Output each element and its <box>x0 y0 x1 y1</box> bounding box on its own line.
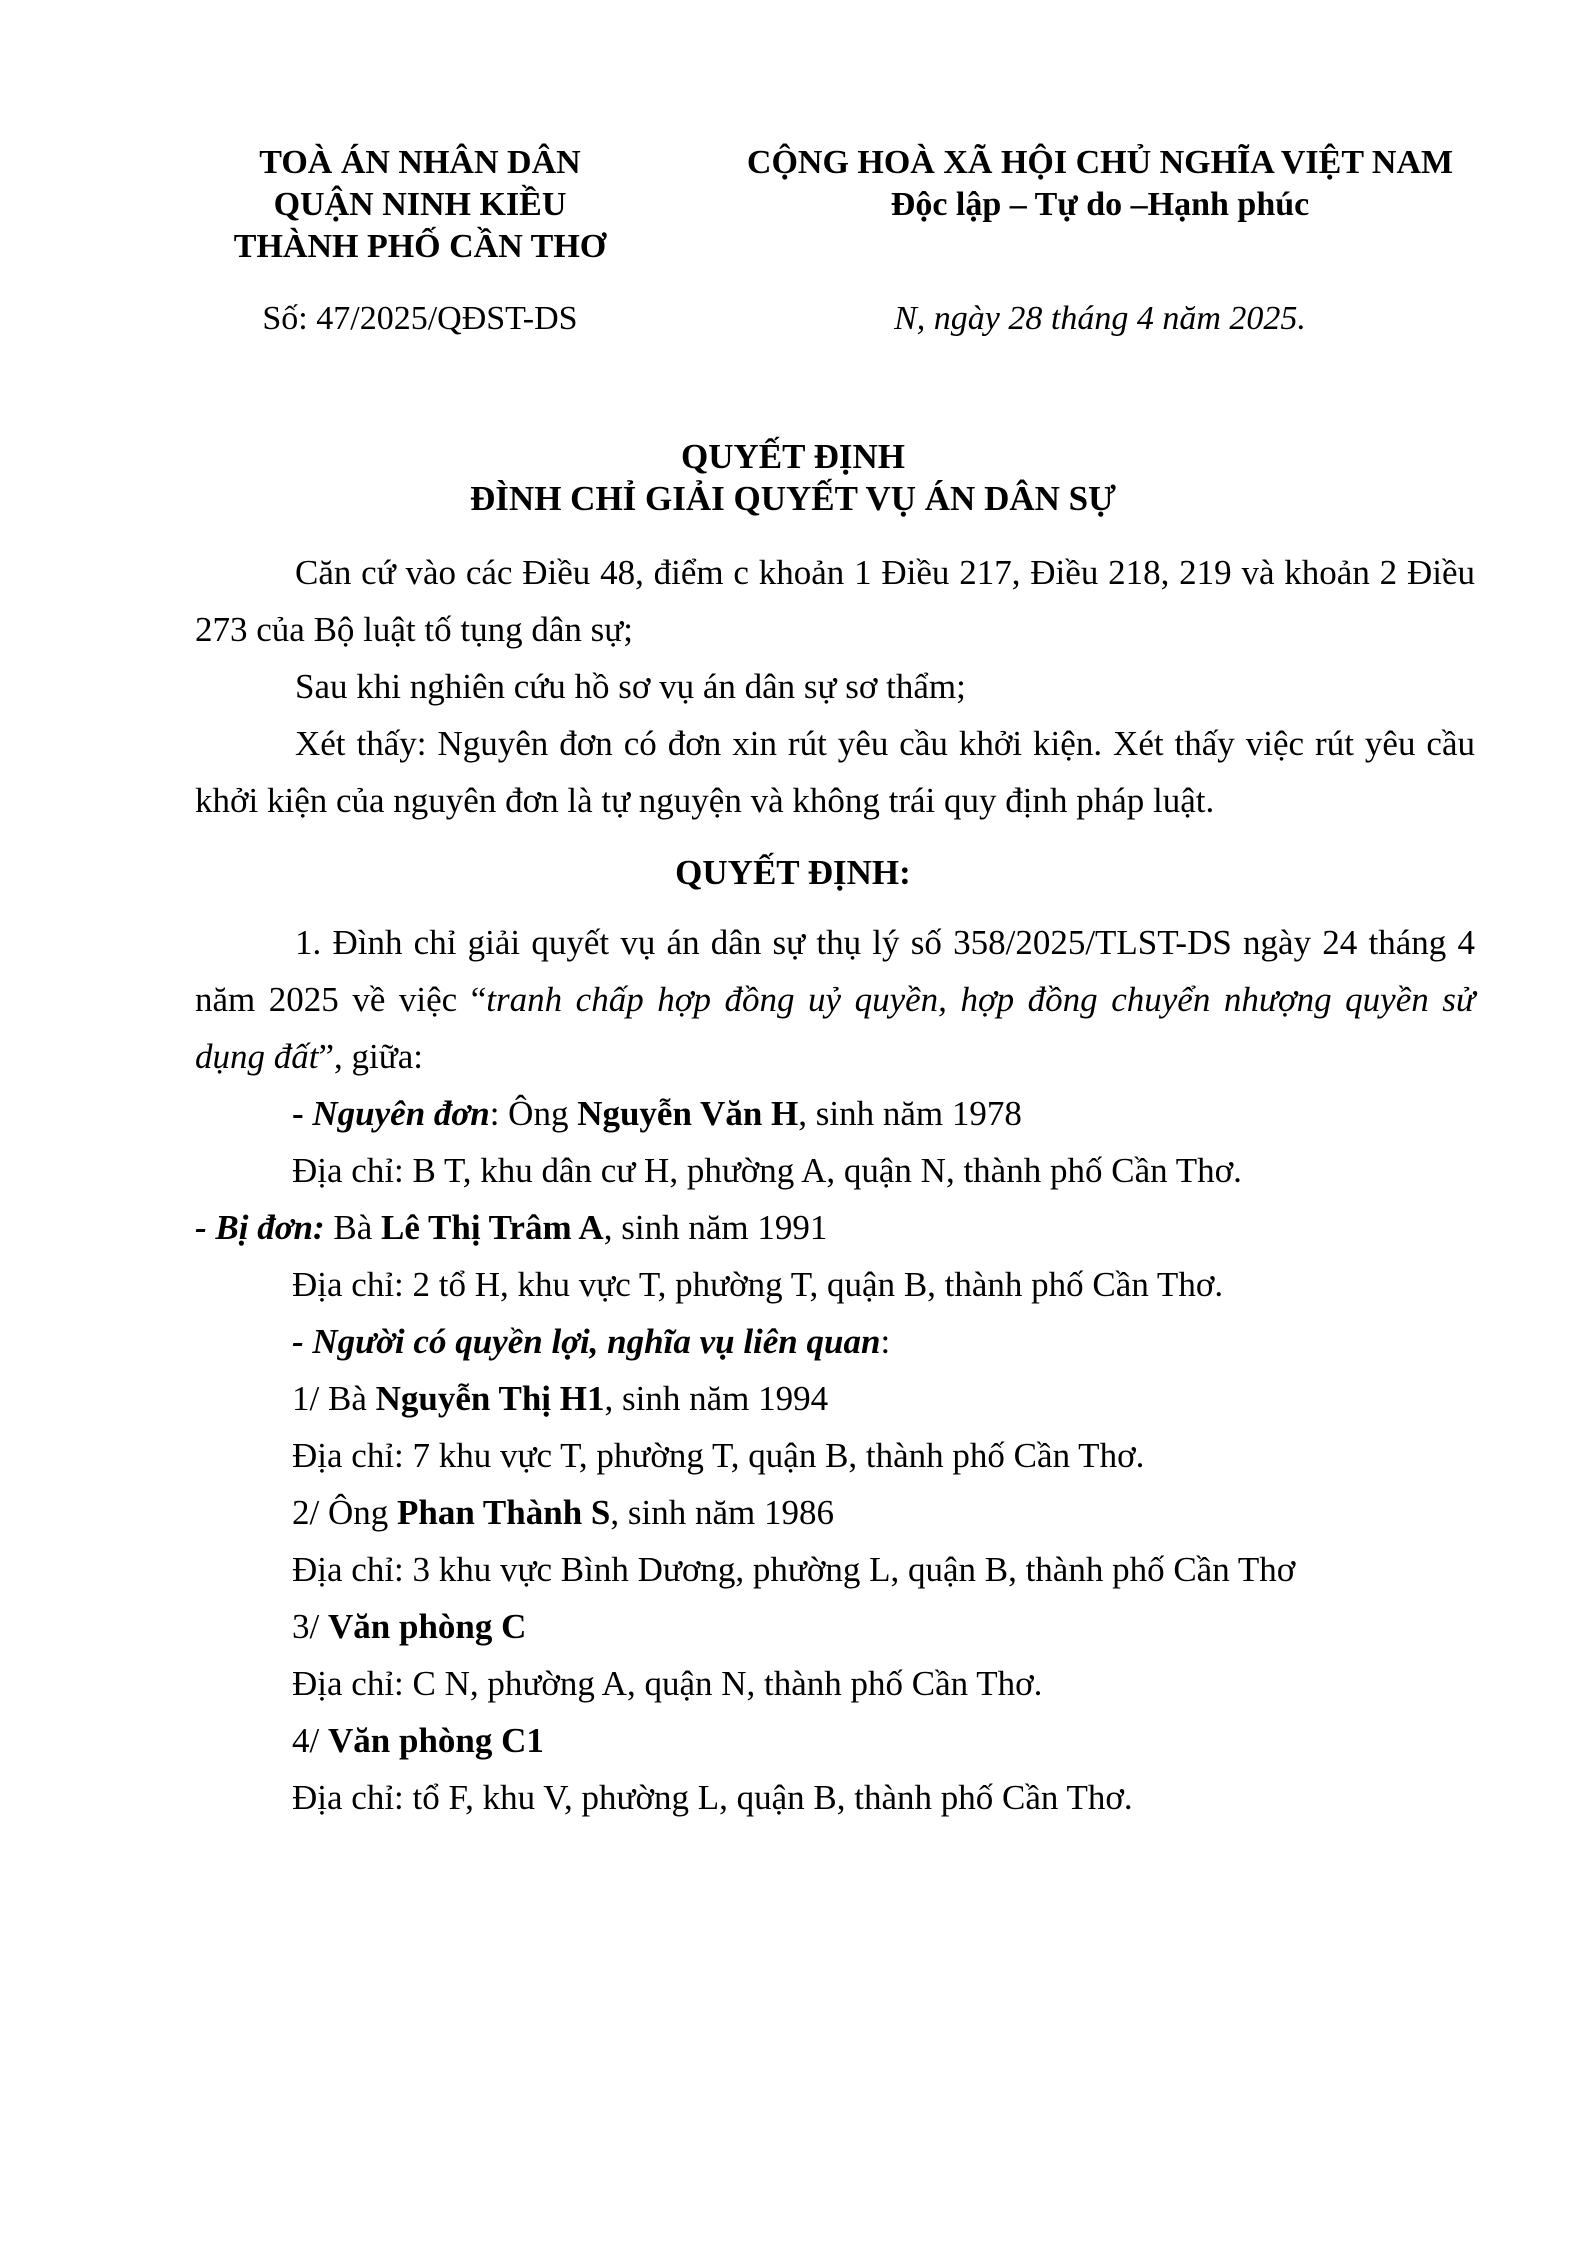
related-party-2-address: Địa chỉ: 3 khu vực Bình Dương, phường L, quận B, thành phố Cần Thơ <box>292 1550 1296 1589</box>
plaintiff-name: Nguyễn Văn H <box>577 1094 799 1133</box>
preamble-finding: Xét thấy: Nguyên đơn có đơn xin rút yêu cầu khởi kiện. Xét thấy việc rút yêu cầu khởi kiện của nguyên đơn là tự nguyện và không trái quy định pháp luật. <box>195 724 1475 820</box>
decision-number: Số: 47/2025/QĐST-DS <box>262 300 578 337</box>
nation-title: CỘNG HOÀ XÃ HỘI CHỦ NGHĨA VIỆT NAM <box>746 144 1454 181</box>
plaintiff-line: - Nguyên đơn: Ông Nguyễn Văn H, sinh năm 1978 <box>292 1094 1022 1133</box>
defendant-line: - Bị đơn: Bà Lê Thị Trâm A, sinh năm 1991 <box>195 1208 828 1247</box>
court-name-line3: THÀNH PHỐ CẦN THƠ <box>233 228 607 265</box>
document-title: QUYẾT ĐỊNH <box>681 437 905 476</box>
defendant-address: Địa chỉ: 2 tổ H, khu vực T, phường T, quận B, thành phố Cần Thơ. <box>292 1265 1224 1304</box>
related-party-4-address: Địa chỉ: tổ F, khu V, phường L, quận B, thành phố Cần Thơ. <box>292 1778 1133 1817</box>
preamble-legal-basis: Căn cứ vào các Điều 48, điểm c khoản 1 Điều 217, Điều 218, 219 và khoản 2 Điều 273 của Bộ luật tố tụng dân sự; <box>195 553 1475 649</box>
place-date: N, ngày 28 tháng 4 năm 2025. <box>894 300 1306 337</box>
plaintiff-address: Địa chỉ: B T, khu dân cư H, phường A, quận N, thành phố Cần Thơ. <box>292 1151 1242 1190</box>
related-party-1: 1/ Bà Nguyễn Thị H1, sinh năm 1994 <box>292 1379 829 1418</box>
decision-heading: QUYẾT ĐỊNH: <box>675 853 911 892</box>
defendant-name: Lê Thị Trâm A <box>381 1208 604 1247</box>
related-party-3: 3/ Văn phòng C <box>292 1607 527 1646</box>
document-subtitle: ĐÌNH CHỈ GIẢI QUYẾT VỤ ÁN DÂN SỰ <box>470 479 1116 518</box>
related-party-4: 4/ Văn phòng C1 <box>292 1721 544 1760</box>
related-party-3-address: Địa chỉ: C N, phường A, quận N, thành phố Cần Thơ. <box>292 1664 1043 1703</box>
related-party-2: 2/ Ông Phan Thành S, sinh năm 1986 <box>292 1493 834 1532</box>
related-party-1-address: Địa chỉ: 7 khu vực T, phường T, quận B, thành phố Cần Thơ. <box>292 1436 1145 1475</box>
case-subject: tranh chấp hợp đồng uỷ quyền, hợp đồng chuyển nhượng quyền sử dụng đất <box>195 980 1475 1076</box>
nation-motto: Độc lập – Tự do –Hạnh phúc <box>890 186 1310 223</box>
court-name-line2: QUẬN NINH KIỀU <box>273 186 567 223</box>
preamble-review: Sau khi nghiên cứu hồ sơ vụ án dân sự sơ thẩm; <box>295 667 966 706</box>
court-name-line1: TOÀ ÁN NHÂN DÂN <box>259 144 581 181</box>
related-parties-heading: - Người có quyền lợi, nghĩa vụ liên quan: <box>292 1322 891 1361</box>
decision-item-1: 1. Đình chỉ giải quyết vụ án dân sự thụ lý số 358/2025/TLST-DS ngày 24 tháng 4 năm 2025 về việc “tranh chấp hợp đồng uỷ quyền, hợp đồng chuyển nhượng quyền sử dụng đất”, giữa: <box>195 923 1475 1076</box>
